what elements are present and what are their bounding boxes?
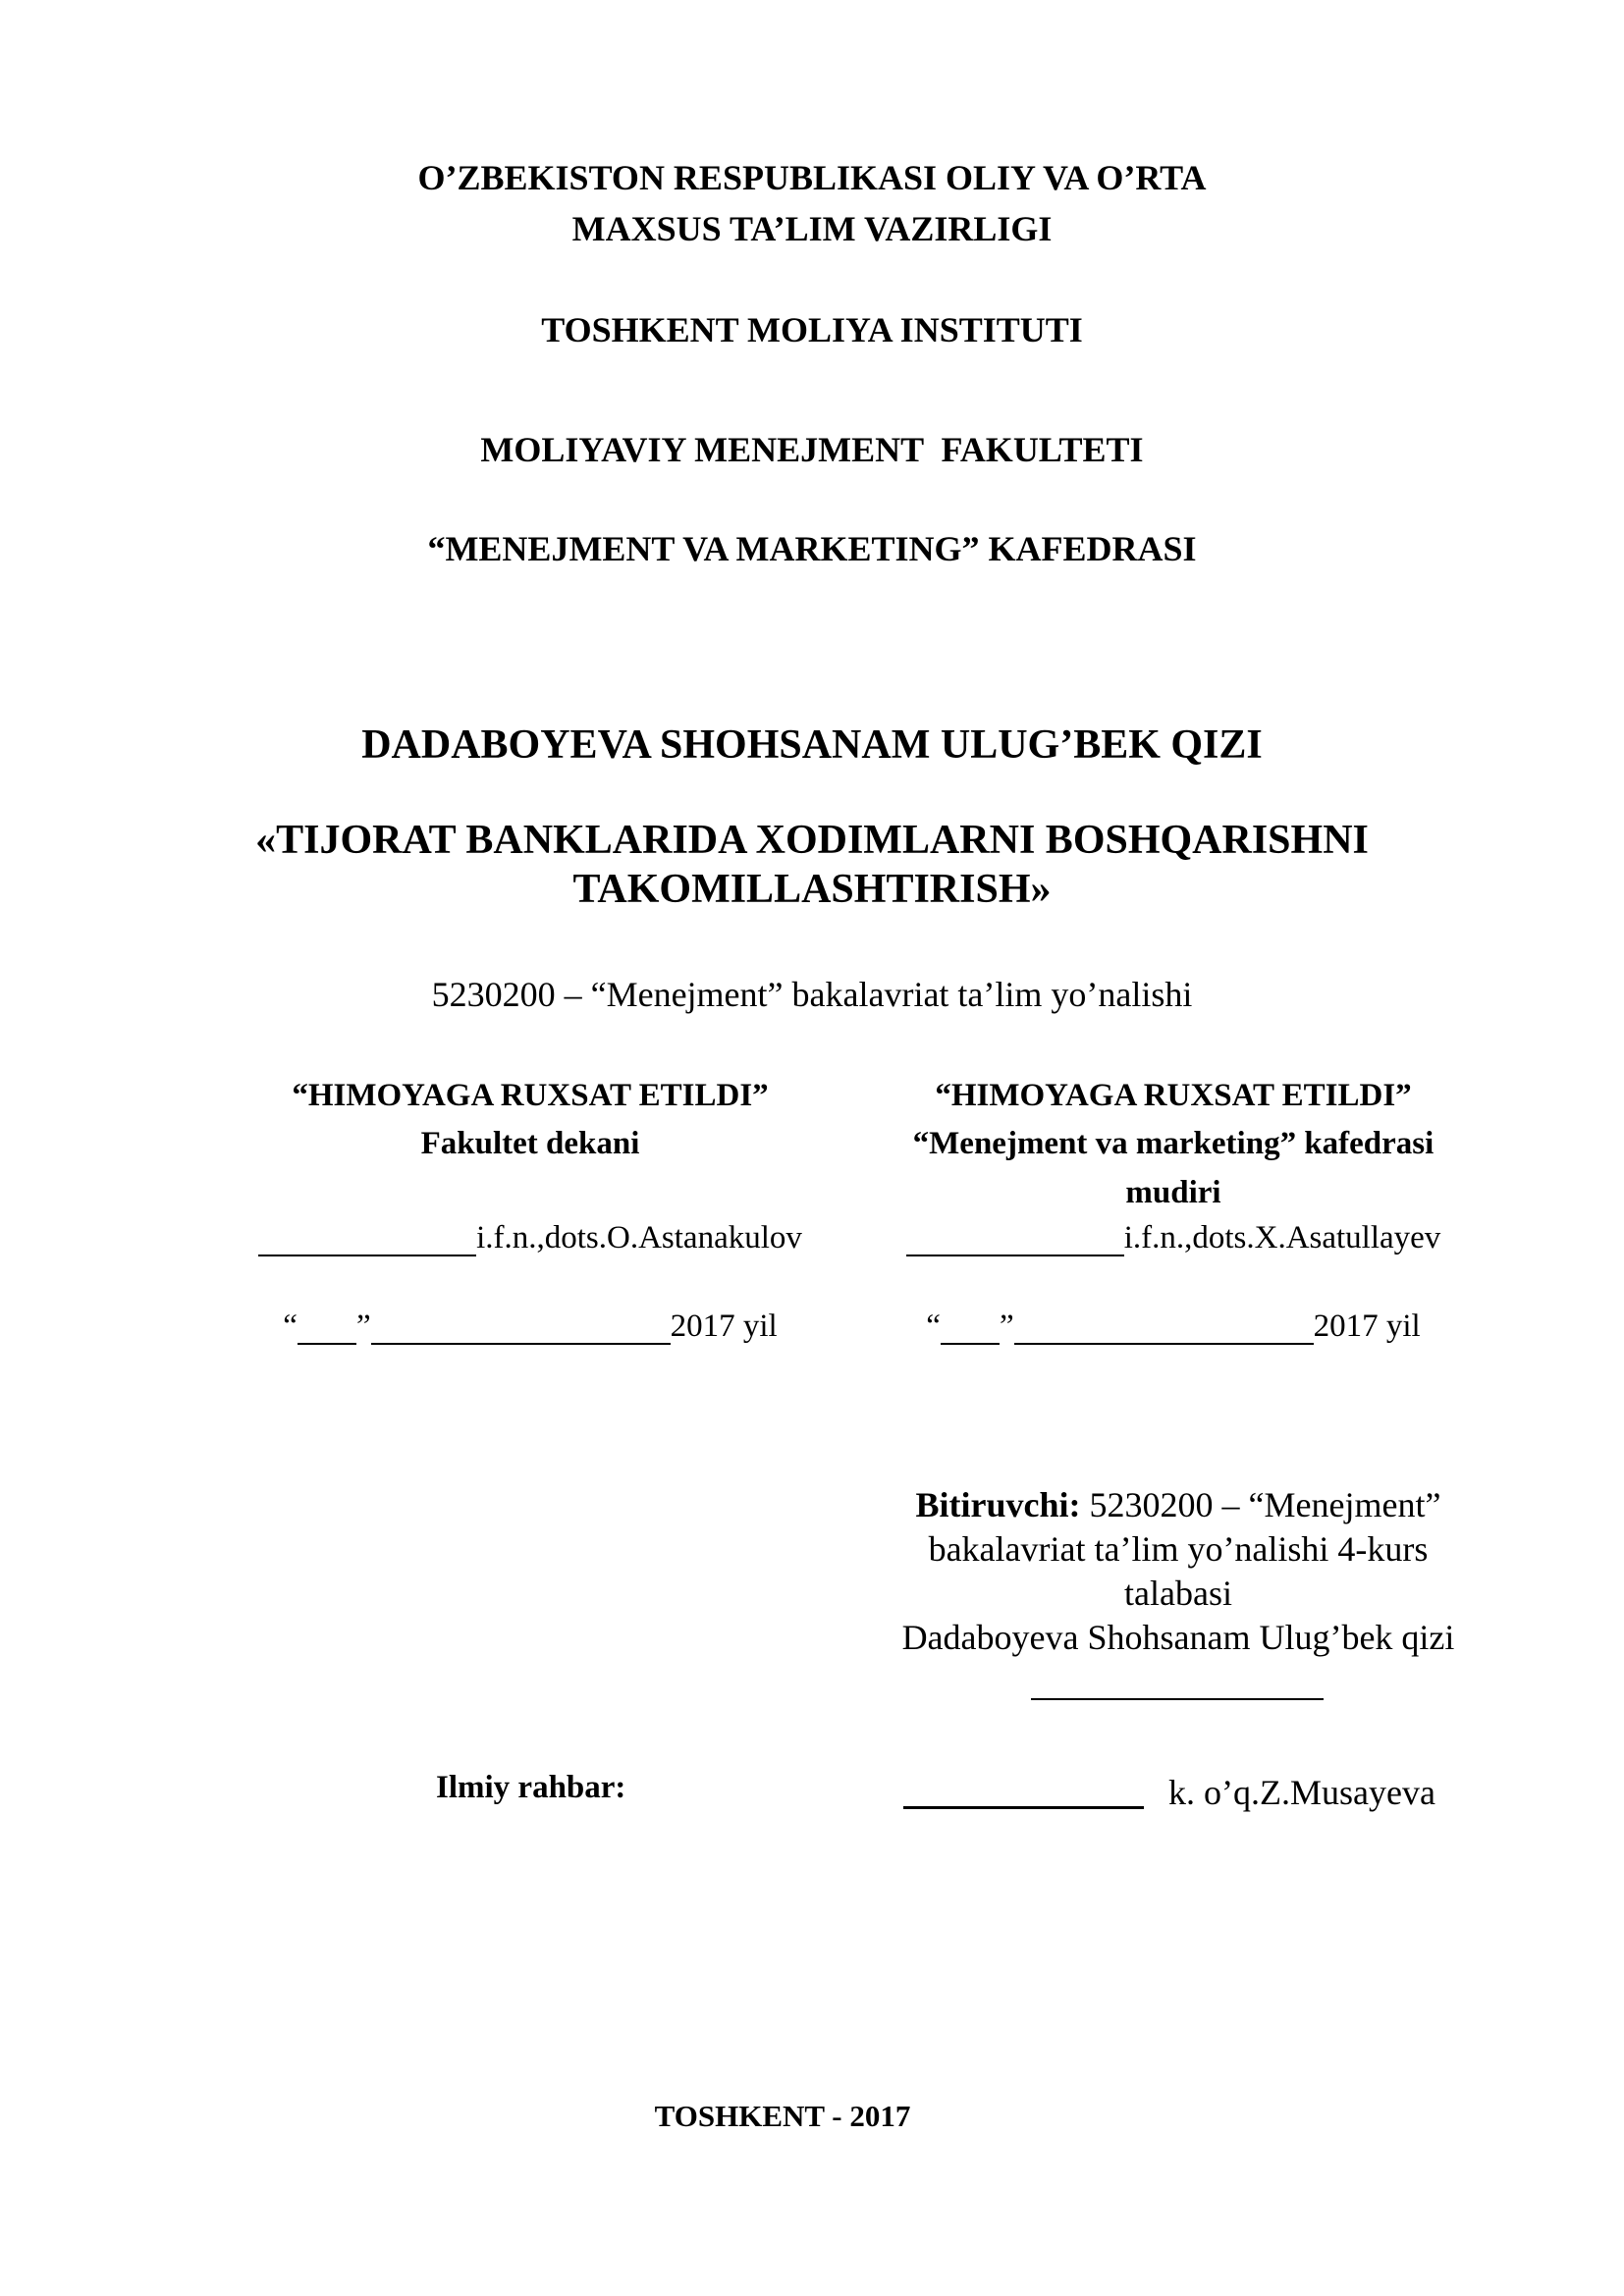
- day-blank: [298, 1310, 356, 1345]
- approval-right-role-line-1: “Menejment va marketing” kafedrasi: [912, 1126, 1435, 1161]
- approval-left-role: Fakultet dekani: [420, 1126, 640, 1161]
- approval-left-signatory: i.f.n.,dots.O.Astanakulov: [476, 1220, 802, 1255]
- approval-left-date: [236, 1310, 825, 1345]
- signature-blank: [258, 1222, 476, 1256]
- supervisor-signature-blank: [903, 1806, 1144, 1809]
- ministry-line-1: O’ZBEKISTON RESPUBLIKASI OLIY VA O’RTA: [417, 158, 1207, 197]
- date-year: 2017 yil: [670, 1308, 778, 1344]
- thesis-title-line-2: TAKOMILLASHTIRISH»: [572, 867, 1052, 912]
- signature-blank: [906, 1222, 1124, 1256]
- approval-right-signature-line: [879, 1222, 1468, 1256]
- approval-right-signatory: i.f.n.,dots.X.Asatullayev: [1123, 1220, 1441, 1255]
- approval-right-heading: “HIMOYAGA RUXSAT ETILDI”: [935, 1078, 1412, 1113]
- graduate-program: 5230200 – “Menejment”: [1080, 1485, 1441, 1524]
- department-name: “MENEJMENT VA MARKETING” KAFEDRASI: [427, 529, 1197, 568]
- supervisor-label: Ilmiy rahbar:: [436, 1770, 626, 1805]
- graduate-line-4: Dadaboyeva Shohsanam Ulug’bek qizi: [901, 1618, 1455, 1657]
- date-close-quote: ”: [999, 1308, 1014, 1344]
- approval-left-heading: “HIMOYAGA RUXSAT ETILDI”: [292, 1078, 769, 1113]
- program-line: 5230200 – “Menejment” bakalavriat ta’lim yo’nalishi: [431, 975, 1193, 1014]
- institute-name: TOSHKENT MOLIYA INSTITUTI: [541, 310, 1083, 349]
- ministry-line-2: MAXSUS TA’LIM VAZIRLIGI: [571, 209, 1053, 248]
- date-year: 2017 yil: [1313, 1308, 1421, 1344]
- faculty-name: MOLIYAVIY MENEJMENT FAKULTETI: [480, 430, 1144, 469]
- date-open-quote: “: [283, 1308, 298, 1344]
- date-open-quote: “: [926, 1308, 941, 1344]
- graduate-label: Bitiruvchi:: [915, 1485, 1081, 1524]
- approval-right-role-line-2: mudiri: [1125, 1175, 1221, 1210]
- date-close-quote: ”: [355, 1308, 371, 1344]
- day-blank: [941, 1310, 1000, 1345]
- graduate-line-3: talabasi: [1124, 1574, 1232, 1613]
- month-blank: [1014, 1310, 1314, 1345]
- thesis-title-line-1: «TIJORAT BANKLARIDA XODIMLARNI BOSHQARISHNI: [255, 818, 1369, 863]
- approval-left-signature-line: [236, 1222, 825, 1256]
- month-blank: [371, 1310, 671, 1345]
- author-name: DADABOYEVA SHOHSANAM ULUG’BEK QIZI: [361, 722, 1263, 768]
- supervisor-name: k. o’q.Z.Musayeva: [1168, 1773, 1435, 1812]
- approval-right-date: [879, 1310, 1468, 1345]
- graduate-signature-blank: [1031, 1698, 1324, 1700]
- graduate-line-2: bakalavriat ta’lim yo’nalishi 4-kurs: [928, 1529, 1429, 1569]
- graduate-line-1: [844, 1487, 1512, 1522]
- footer-place-year: TOSHKENT - 2017: [654, 2099, 911, 2133]
